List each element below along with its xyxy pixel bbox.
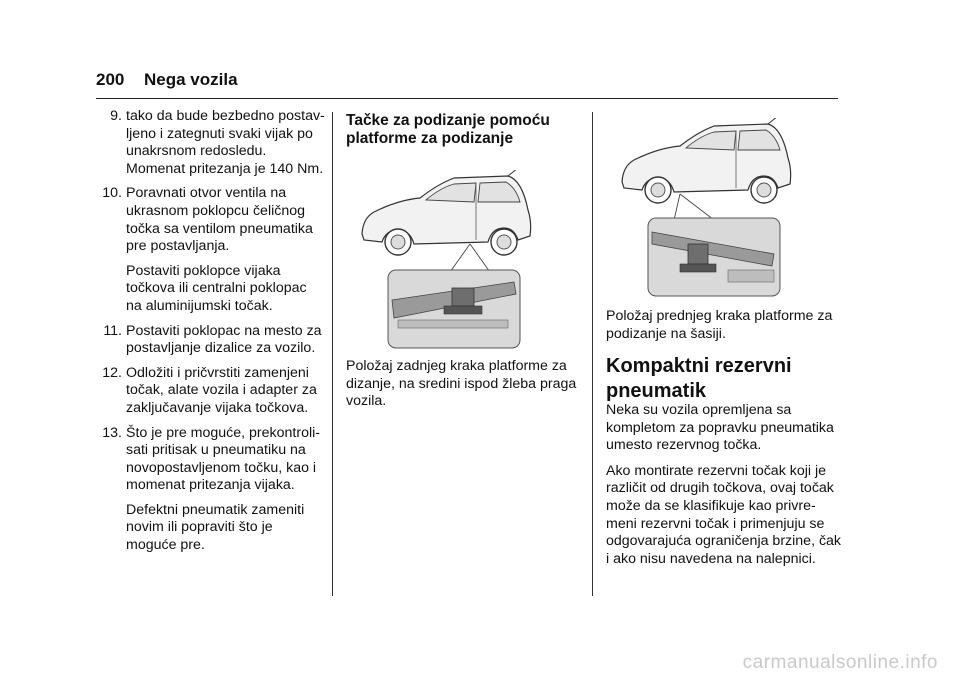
step-number: 12. — [102, 364, 122, 381]
step-number: 13. — [102, 424, 122, 441]
page-header — [96, 66, 838, 99]
spare-tire-body — [606, 402, 842, 576]
front-lift-caption: Položaj prednjeg kraka platforme za podizanje na šasiji. — [606, 308, 833, 342]
step-item — [104, 323, 326, 358]
step-item — [104, 108, 326, 178]
body-paragraph: Ako montirate rezervni točak koji je različit od drugih točkova, ovaj točak može da se klasifikuje kao privre-meni rezervni točak i primenjuju se odgovarajuća ograničenja brzine, čak i ako nisu navedena na nalepnici. — [606, 462, 842, 567]
step-text: Što je pre moguće, prekontroli-sati pritisak u pneumatiku na novopostavljenom točku, kao i momenat pritezanja vijaka. — [126, 424, 320, 494]
step-item — [104, 365, 326, 418]
step-text: Postaviti poklopac na mesto za postavljanje dizalice za vozilo. — [126, 322, 322, 357]
lift-points-heading: Tačke za podizanje pomoću platforme za podizanje — [346, 112, 550, 147]
rear-lift-caption: Položaj zadnjeg kraka platforme za dizanje, na sredini ispod žleba praga vozila. — [346, 358, 577, 410]
page-title: Nega vozila — [144, 70, 238, 89]
body-paragraph: Neka su vozila opremljena sa kompletom za popravku pneumatika umesto rezervnog točka. — [606, 402, 834, 454]
step-number: 9. — [110, 108, 122, 124]
watermark: carmanualsonline.info — [742, 652, 938, 673]
step-number: 11. — [103, 322, 122, 339]
spare-tire-heading: Kompaktni rezervni pneumatik — [606, 355, 792, 402]
column-divider-left — [332, 112, 333, 596]
left-column — [104, 108, 326, 562]
step-item — [104, 185, 326, 315]
steps-list — [104, 108, 326, 555]
step-text: Odložiti i pričvrstiti zamenjeni točak, alate vozila i adapter za zaključavanje vijaka točkova. — [126, 364, 317, 416]
step-text: Poravnati otvor ventila na ukrasnom poklopcu čeličnog točka sa ventilom pneumatika pre postavljanja. — [126, 185, 313, 255]
step-note: Defektni pneumatik zameniti novim ili popraviti što je moguće pre. — [126, 501, 305, 554]
step-note: Postaviti poklopce vijaka točkova ili centralni poklopac na aluminijumski točak. — [126, 262, 307, 314]
step-item — [104, 425, 326, 555]
step-text: tako da bude bezbedno postav-ljeno i zategnuti svaki vijak po unakrsnom redosledu. Momenat pritezanja je 140 Nm. — [126, 108, 325, 177]
column-divider-right — [592, 112, 593, 596]
step-number: 10. — [102, 185, 122, 202]
front-lift-point-illustration — [618, 118, 808, 298]
page-number: 200 — [96, 70, 125, 89]
rear-lift-point-illustration — [358, 170, 548, 350]
